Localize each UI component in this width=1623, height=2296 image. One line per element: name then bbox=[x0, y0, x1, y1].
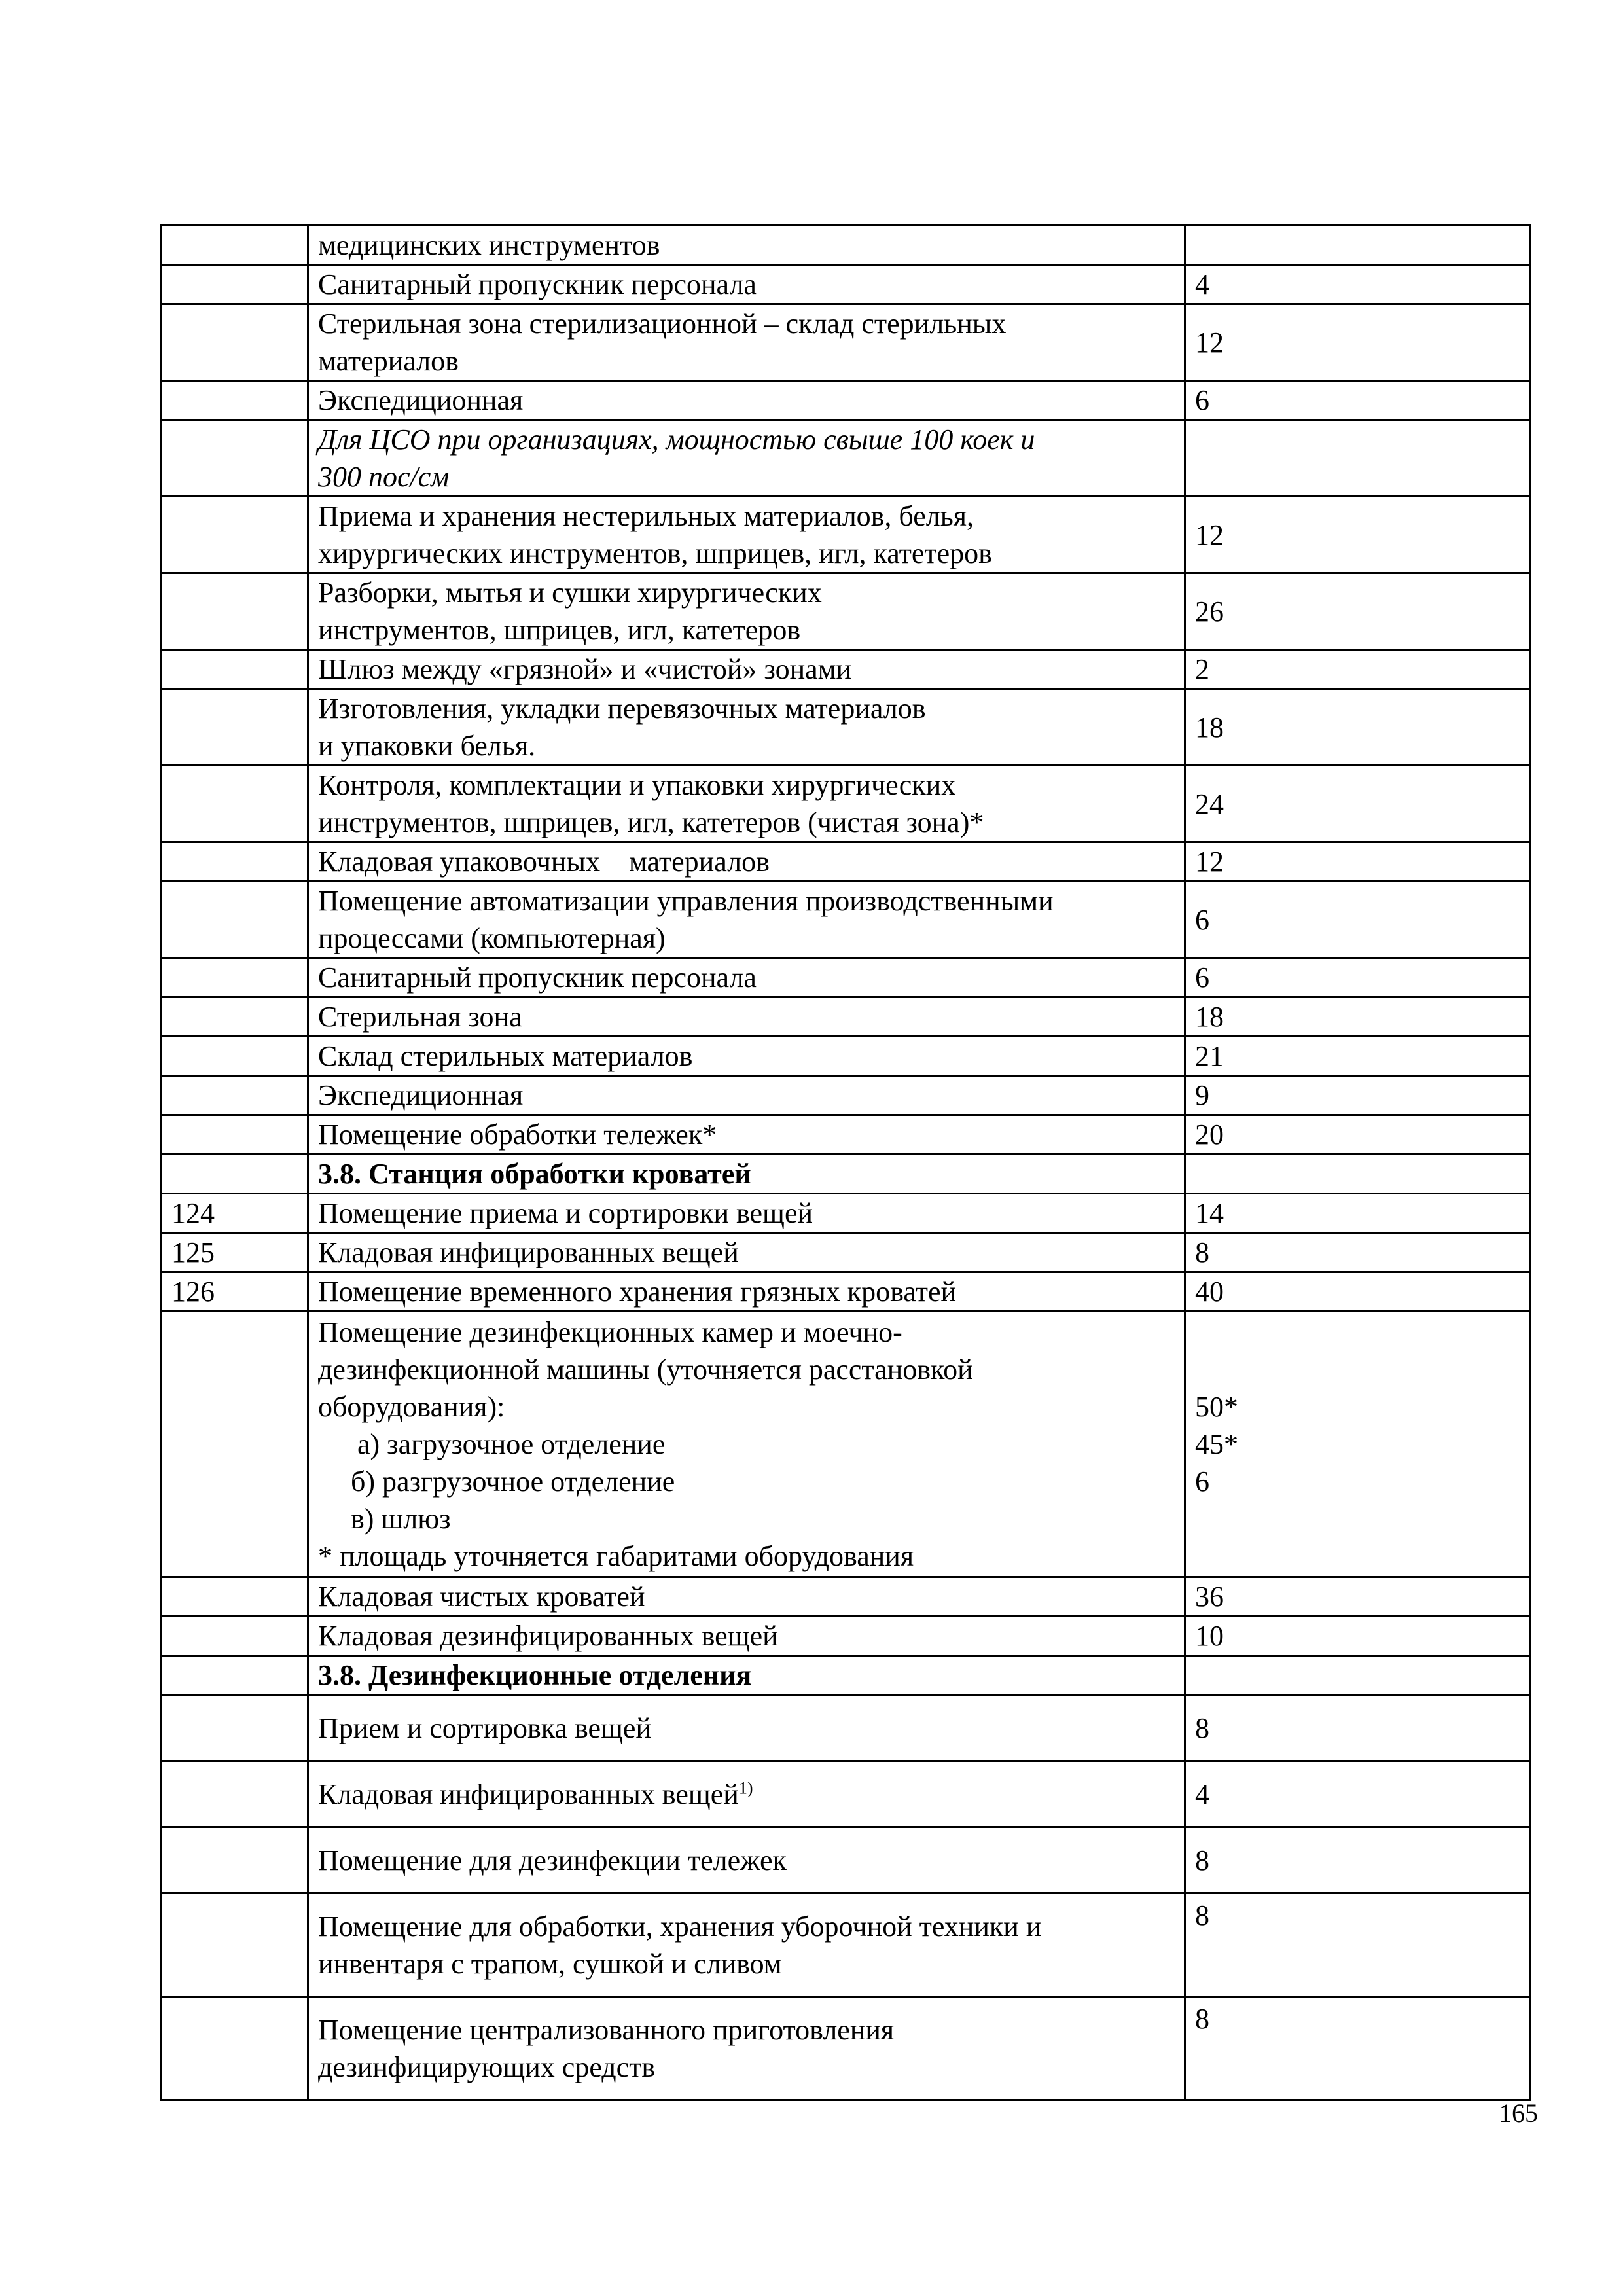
area-value: 21 bbox=[1185, 1037, 1531, 1076]
table-row bbox=[162, 958, 1531, 997]
table-row bbox=[162, 1997, 1531, 2100]
row-number bbox=[162, 958, 308, 997]
area-value: 9 bbox=[1185, 1076, 1531, 1115]
area-value bbox=[1185, 1656, 1531, 1695]
row-number bbox=[162, 689, 308, 766]
area-value: 6 bbox=[1185, 958, 1531, 997]
area-value: 50* 45* 6 bbox=[1185, 1312, 1531, 1577]
table-row bbox=[162, 1312, 1531, 1577]
room-name: Помещение для дезинфекции тележек bbox=[308, 1827, 1185, 1893]
row-number bbox=[162, 882, 308, 958]
room-name: Экспедиционная bbox=[308, 381, 1185, 420]
table-row bbox=[162, 1272, 1531, 1312]
room-name: Помещение дезинфекционных камер и моечно- дезинфекционной машины (уточняется расстановкой оборудования): а) загрузочное отделение б) разгрузочное отделение в) шлюз * площадь уточняется габаритами оборудования bbox=[308, 1312, 1185, 1577]
row-number bbox=[162, 1617, 308, 1656]
row-number bbox=[162, 573, 308, 650]
room-name: Контроля, комплектации и упаковки хирургических инструментов, шприцев, игл, катетеров (чистая зона)* bbox=[308, 766, 1185, 842]
table-row bbox=[162, 766, 1531, 842]
room-name: Помещение централизованного приготовления дезинфицирующих средств bbox=[308, 1997, 1185, 2100]
row-number: 124 bbox=[162, 1194, 308, 1233]
row-number bbox=[162, 1076, 308, 1115]
table-row bbox=[162, 1893, 1531, 1997]
area-value: 4 bbox=[1185, 265, 1531, 304]
room-name: Кладовая чистых кроватей bbox=[308, 1577, 1185, 1617]
row-number bbox=[162, 842, 308, 882]
row-number bbox=[162, 1761, 308, 1827]
row-number bbox=[162, 650, 308, 689]
room-name: Санитарный пропускник персонала bbox=[308, 265, 1185, 304]
table-row bbox=[162, 1695, 1531, 1761]
area-value: 14 bbox=[1185, 1194, 1531, 1233]
area-value: 10 bbox=[1185, 1617, 1531, 1656]
area-value: 24 bbox=[1185, 766, 1531, 842]
table-row bbox=[162, 265, 1531, 304]
table-row bbox=[162, 1656, 1531, 1695]
table-row bbox=[162, 573, 1531, 650]
row-number bbox=[162, 1656, 308, 1695]
area-value: 12 bbox=[1185, 842, 1531, 882]
subsection-heading: Для ЦСО при организациях, мощностью свыше 100 коек и 300 пос/см bbox=[308, 420, 1185, 497]
area-value: 26 bbox=[1185, 573, 1531, 650]
table-row bbox=[162, 1761, 1531, 1827]
footnote-marker: 1) bbox=[738, 1778, 753, 1797]
room-name: Кладовая упаковочных материалов bbox=[308, 842, 1185, 882]
table-row bbox=[162, 842, 1531, 882]
row-number bbox=[162, 420, 308, 497]
area-value: 2 bbox=[1185, 650, 1531, 689]
room-name: Кладовая дезинфицированных вещей bbox=[308, 1617, 1185, 1656]
area-value: 4 bbox=[1185, 1761, 1531, 1827]
area-value: 6 bbox=[1185, 381, 1531, 420]
row-number bbox=[162, 226, 308, 265]
row-number: 125 bbox=[162, 1233, 308, 1272]
room-name: Прием и сортировка вещей bbox=[308, 1695, 1185, 1761]
room-name: Помещение для обработки, хранения уборочной техники и инвентаря с трапом, сушкой и сливом bbox=[308, 1893, 1185, 1997]
room-name: Помещение временного хранения грязных кроватей bbox=[308, 1272, 1185, 1312]
area-value bbox=[1185, 1155, 1531, 1194]
table-row bbox=[162, 381, 1531, 420]
table-row bbox=[162, 1194, 1531, 1233]
area-value: 6 bbox=[1185, 882, 1531, 958]
table-row bbox=[162, 650, 1531, 689]
section-heading: 3.8. Дезинфекционные отделения bbox=[308, 1656, 1185, 1695]
area-value: 12 bbox=[1185, 304, 1531, 381]
row-number bbox=[162, 381, 308, 420]
table-row bbox=[162, 1037, 1531, 1076]
row-number bbox=[162, 1155, 308, 1194]
room-name: Склад стерильных материалов bbox=[308, 1037, 1185, 1076]
row-number: 126 bbox=[162, 1272, 308, 1312]
room-name: Разборки, мытья и сушки хирургических инструментов, шприцев, игл, катетеров bbox=[308, 573, 1185, 650]
table-row bbox=[162, 226, 1531, 265]
area-value bbox=[1185, 420, 1531, 497]
row-number bbox=[162, 1115, 308, 1155]
room-name: Кладовая инфицированных вещей$^{1)}$ bbox=[308, 1761, 1185, 1827]
room-name: Санитарный пропускник персонала bbox=[308, 958, 1185, 997]
room-name: Помещение обработки тележек* bbox=[308, 1115, 1185, 1155]
row-number bbox=[162, 997, 308, 1037]
row-number bbox=[162, 1997, 308, 2100]
table-row bbox=[162, 497, 1531, 573]
area-value: 36 bbox=[1185, 1577, 1531, 1617]
table-row bbox=[162, 1827, 1531, 1893]
room-name: Шлюз между «грязной» и «чистой» зонами bbox=[308, 650, 1185, 689]
table-row bbox=[162, 1577, 1531, 1617]
room-name: Помещение приема и сортировки вещей bbox=[308, 1194, 1185, 1233]
room-name: Стерильная зона стерилизационной – склад стерильных материалов bbox=[308, 304, 1185, 381]
row-number bbox=[162, 1577, 308, 1617]
table-row bbox=[162, 1617, 1531, 1656]
section-heading: 3.8. Станция обработки кроватей bbox=[308, 1155, 1185, 1194]
area-value: 8 bbox=[1185, 1233, 1531, 1272]
row-number bbox=[162, 1827, 308, 1893]
row-number bbox=[162, 1893, 308, 1997]
row-number bbox=[162, 1695, 308, 1761]
room-name: Изготовления, укладки перевязочных материалов и упаковки белья. bbox=[308, 689, 1185, 766]
area-value: 12 bbox=[1185, 497, 1531, 573]
row-number bbox=[162, 766, 308, 842]
room-name: медицинских инструментов bbox=[308, 226, 1185, 265]
table-row bbox=[162, 1233, 1531, 1272]
row-number bbox=[162, 1312, 308, 1577]
area-value: 20 bbox=[1185, 1115, 1531, 1155]
room-name: Стерильная зона bbox=[308, 997, 1185, 1037]
row-number bbox=[162, 304, 308, 381]
row-number bbox=[162, 497, 308, 573]
room-name: Кладовая инфицированных вещей bbox=[308, 1233, 1185, 1272]
table-row bbox=[162, 1155, 1531, 1194]
row-number bbox=[162, 1037, 308, 1076]
area-value: 18 bbox=[1185, 997, 1531, 1037]
table-row bbox=[162, 882, 1531, 958]
area-value: 8 bbox=[1185, 1695, 1531, 1761]
table-row bbox=[162, 1115, 1531, 1155]
room-name: Экспедиционная bbox=[308, 1076, 1185, 1115]
table-row bbox=[162, 304, 1531, 381]
page-number: 165 bbox=[1499, 2098, 1538, 2128]
room-name: Помещение автоматизации управления производственными процессами (компьютерная) bbox=[308, 882, 1185, 958]
table-row bbox=[162, 420, 1531, 497]
area-value: 8 bbox=[1185, 1997, 1531, 2100]
area-value: 8 bbox=[1185, 1893, 1531, 1997]
table-row bbox=[162, 1076, 1531, 1115]
table-row bbox=[162, 997, 1531, 1037]
area-value: 18 bbox=[1185, 689, 1531, 766]
row-number bbox=[162, 265, 308, 304]
area-value: 8 bbox=[1185, 1827, 1531, 1893]
area-value: 40 bbox=[1185, 1272, 1531, 1312]
rooms-area-table bbox=[160, 224, 1531, 2101]
room-name: Приема и хранения нестерильных материалов, белья, хирургических инструментов, шприцев, игл, катетеров bbox=[308, 497, 1185, 573]
table-row bbox=[162, 689, 1531, 766]
area-value bbox=[1185, 226, 1531, 265]
